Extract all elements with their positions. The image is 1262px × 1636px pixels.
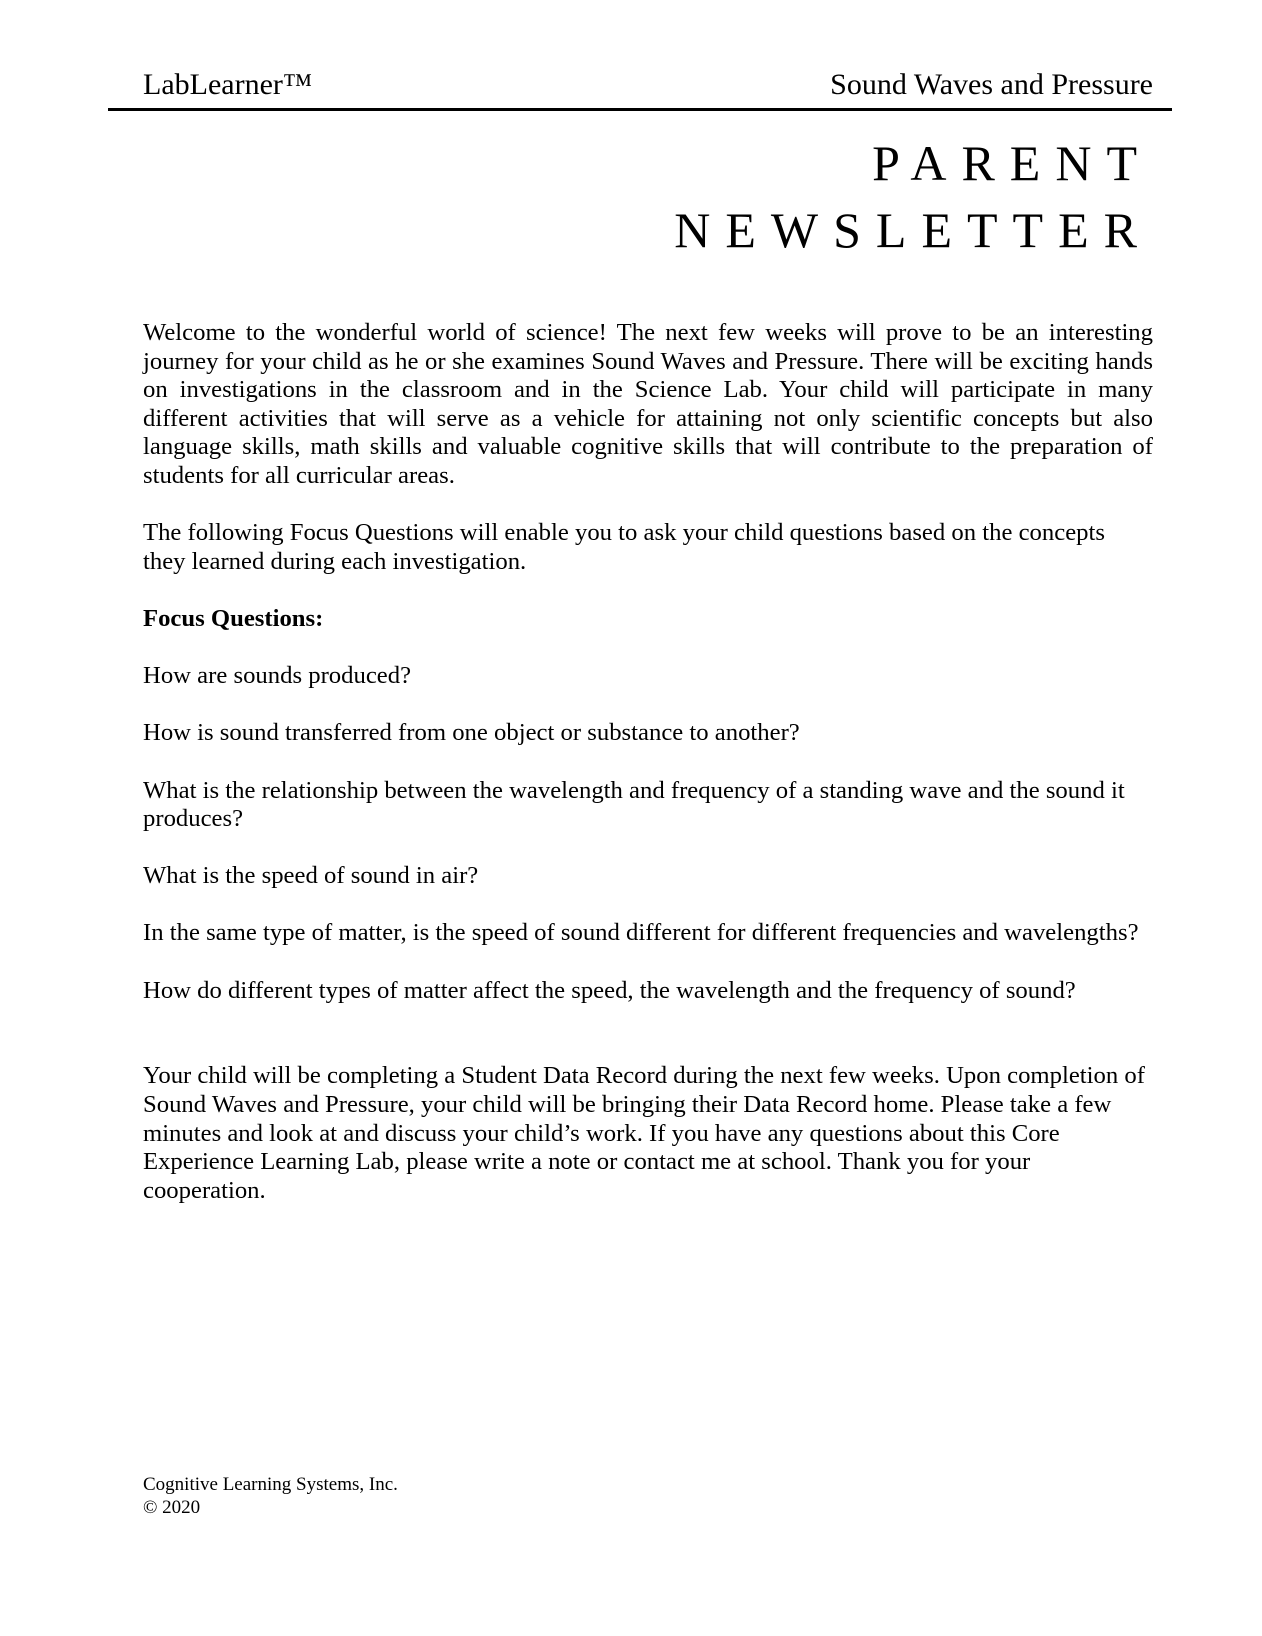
- focus-intro-paragraph: The following Focus Questions will enable you to ask your child questions based on the concepts they learned during each investigation.: [143, 519, 1105, 575]
- question-item: How is sound transferred from one object or substance to another?: [143, 719, 800, 747]
- question-item: In the same type of matter, is the speed of sound different for different frequencies and wavelengths?: [143, 919, 1139, 947]
- question-item: How are sounds produced?: [143, 662, 412, 690]
- header-divider-rule: [108, 108, 1172, 111]
- question-item: How do different types of matter affect the speed, the wavelength and the frequency of sound?: [143, 976, 1076, 1004]
- document-body: [143, 319, 1153, 1205]
- title-line-newsletter: NEWSLETTER: [674, 202, 1152, 258]
- page-title: [674, 130, 1152, 264]
- footer-copyright: © 2020: [143, 1496, 201, 1518]
- intro-paragraph: Welcome to the wonderful world of science! The next few weeks will prove to be an interesting journey for your child as he or she examines Sound Waves and Pressure. There will be exciting hands on investigations in the classroom and in the Science Lab. Your child will participate in many different activities that will serve as a vehicle for attaining not only scientific concepts but also language skills, math skills and valuable cognitive skills that will contribute to the preparation of students for all curricular areas.: [143, 319, 1153, 489]
- page-header: [143, 68, 1153, 102]
- header-brand: LabLearner™: [143, 68, 313, 101]
- question-item: What is the speed of sound in air?: [143, 862, 479, 890]
- header-unit-title: Sound Waves and Pressure: [830, 68, 1153, 101]
- focus-questions-heading: Focus Questions:: [143, 604, 324, 632]
- title-line-parent: PARENT: [872, 135, 1152, 191]
- question-item: What is the relationship between the wavelength and frequency of a standing wave and the sound it produces?: [143, 776, 1125, 833]
- footer-company: Cognitive Learning Systems, Inc.: [143, 1474, 398, 1495]
- closing-paragraph: Your child will be completing a Student Data Record during the next few weeks. Upon completion of Sound Waves and Pressure, your child will be bringing their Data Record home. Please take a few minutes and look at and discuss your child’s work. If you have any questions about this Core Experience Learning Lab, please write a note or contact me at school. Thank you for your cooperation.: [143, 1062, 1145, 1204]
- page-footer: [143, 1474, 398, 1519]
